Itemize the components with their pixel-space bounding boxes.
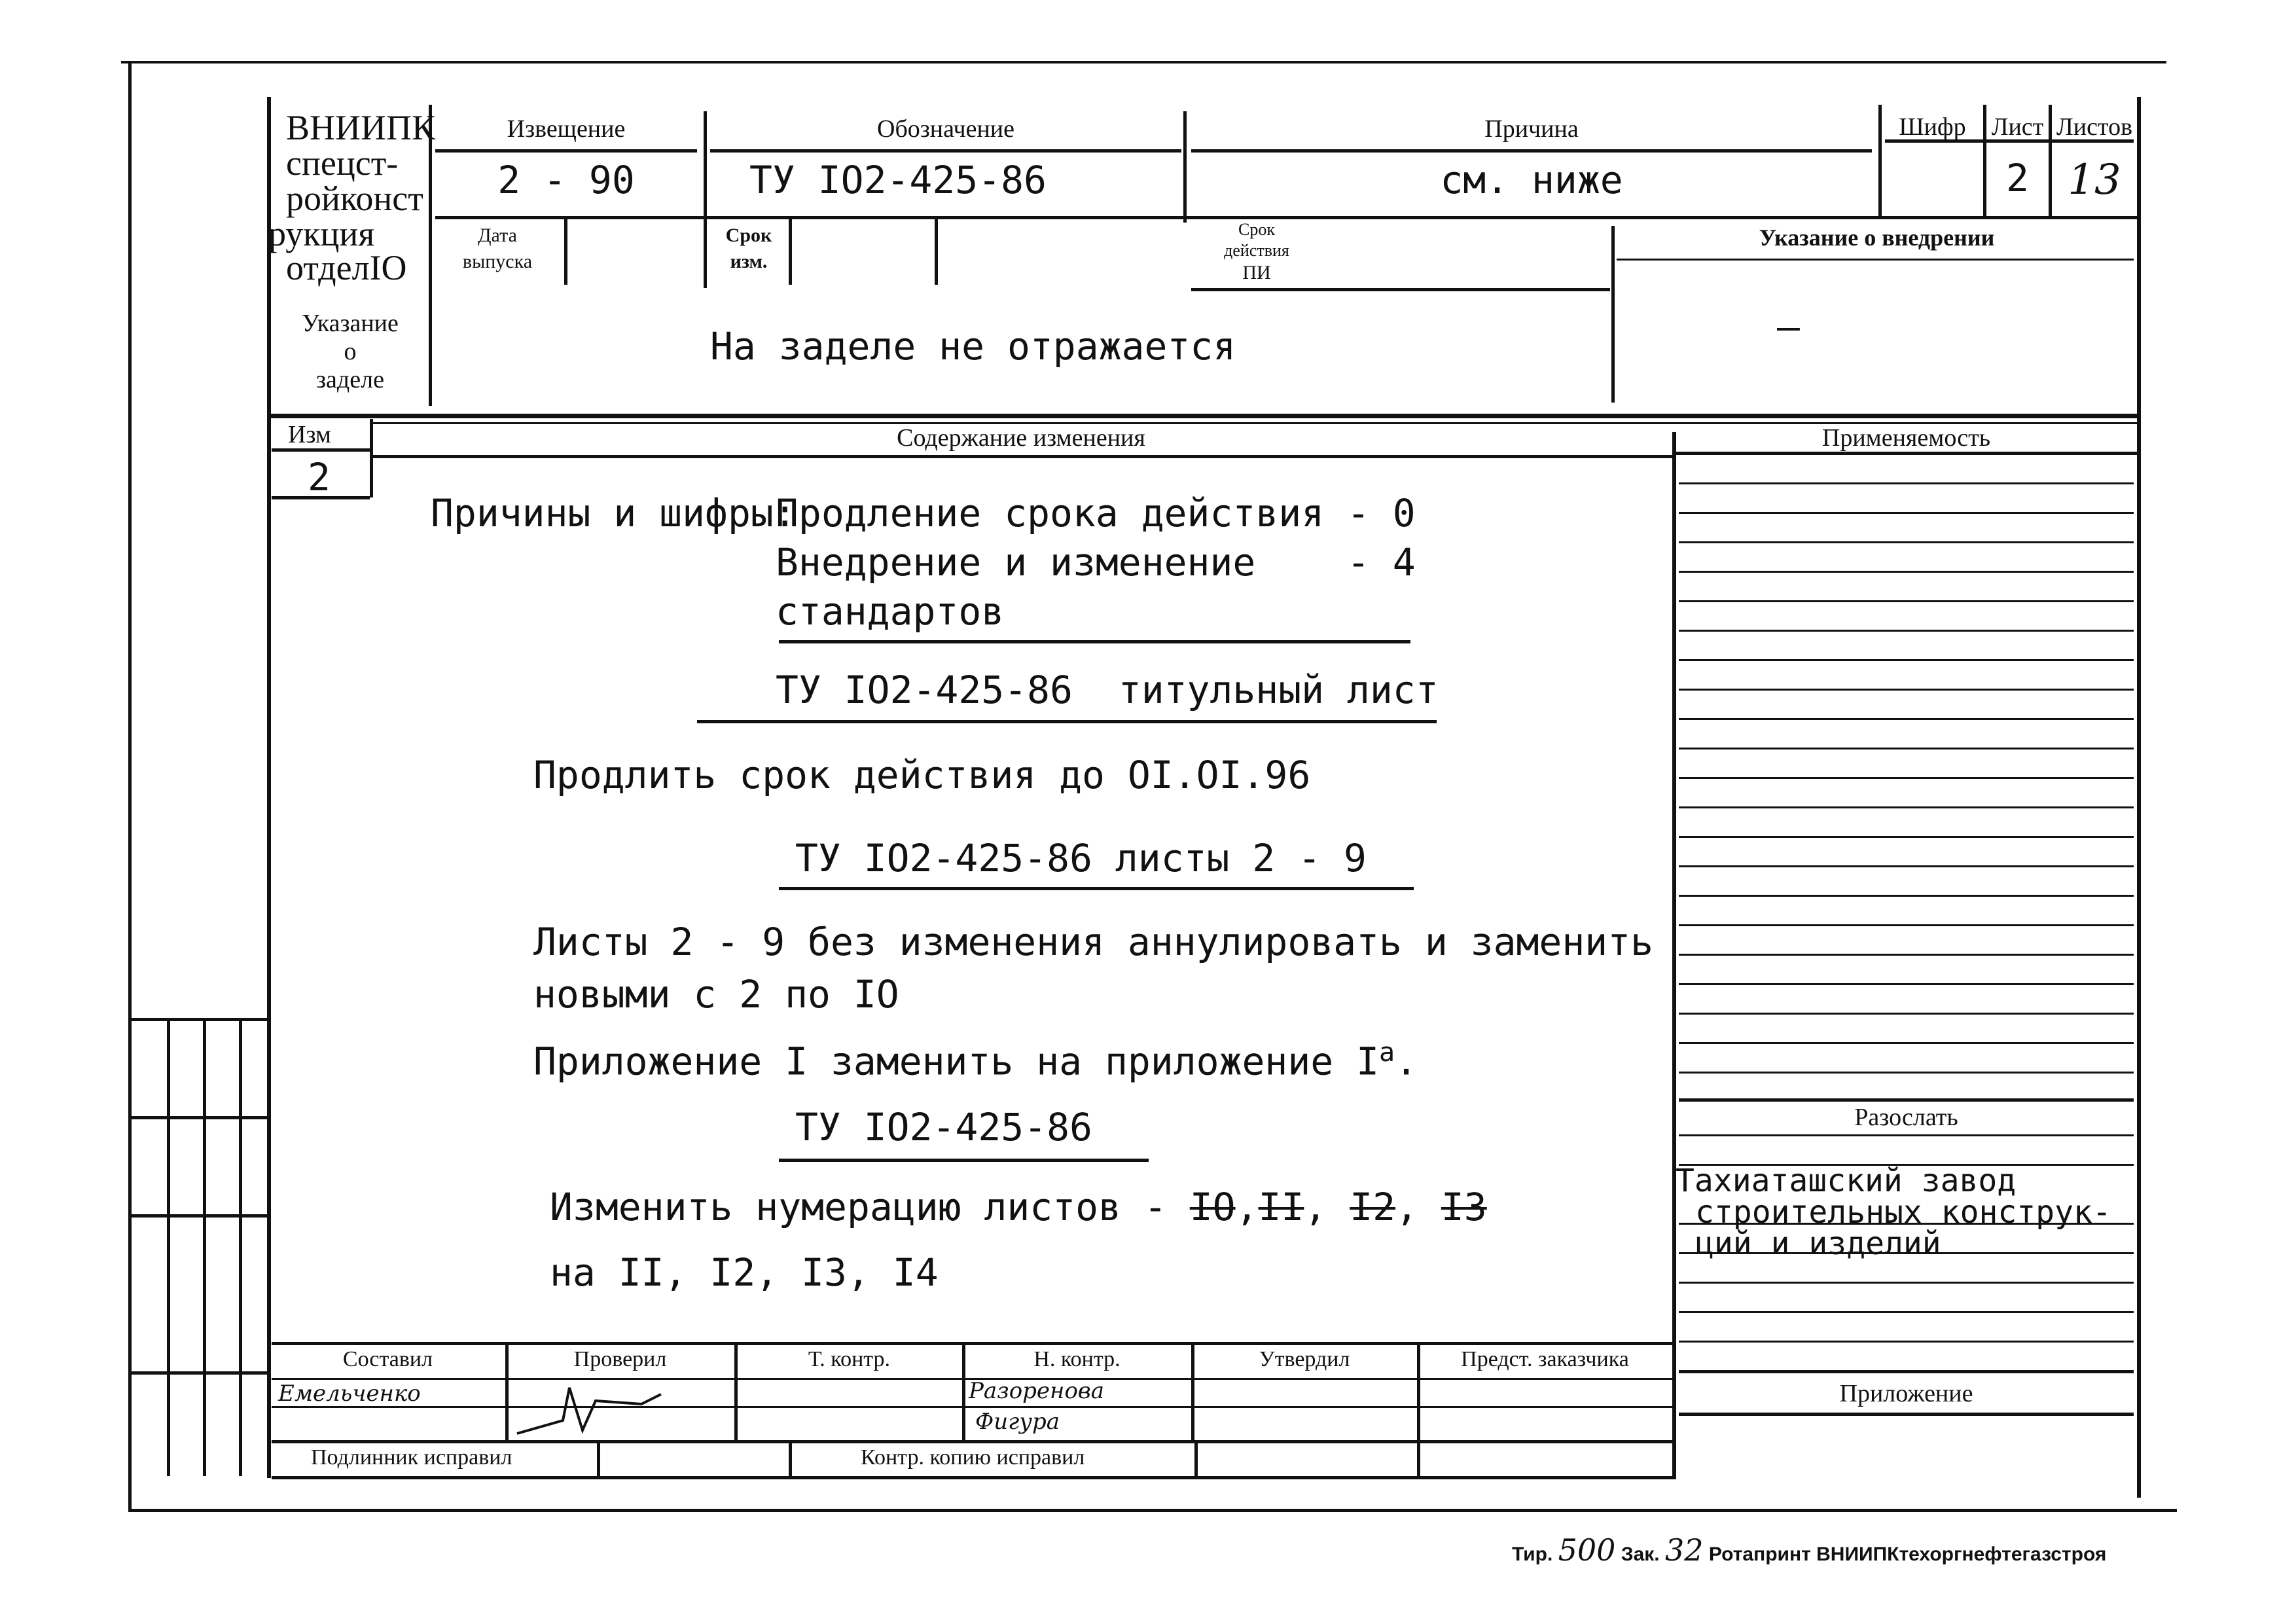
podlinnik-label: Подлинник исправил — [311, 1445, 512, 1470]
proveril-signature — [511, 1375, 681, 1440]
header-hline-2 — [710, 149, 1181, 153]
oboznachenie-label: Обозначение — [877, 115, 1014, 143]
proveril-label: Проверил — [573, 1347, 667, 1371]
recipient-line-3: ций и изделий — [1695, 1225, 1941, 1262]
srok-izm-label-2: изм. — [730, 251, 768, 272]
razoslat-line-1 — [1679, 1134, 2134, 1136]
old-sheet-11: II — [1258, 1185, 1304, 1229]
section-3-underline — [779, 1159, 1149, 1162]
old-sheet-12: I2 — [1350, 1185, 1396, 1229]
org-line-5: отделIO — [286, 248, 407, 287]
prichina-value: см. ниже — [1440, 158, 1623, 202]
predst-label: Предст. заказчика — [1461, 1347, 1629, 1371]
content-right-border — [1672, 432, 1676, 1479]
recipient-line-2: строительных конструк- — [1695, 1194, 2111, 1231]
reasons-prefix: Причины и шифры: — [431, 491, 797, 535]
section-2-superscript: а — [1379, 1038, 1395, 1068]
appl-line — [1679, 718, 2134, 720]
margin-vline — [203, 1018, 206, 1476]
header-vline-10 — [1611, 226, 1615, 403]
appl-line — [1679, 512, 2134, 514]
reason-2: Внедрение и изменение - 4 — [776, 540, 1416, 585]
org-line-4: рукция — [268, 214, 375, 253]
section-2-text-1: Листы 2 - 9 без изменения аннулировать и заменить — [533, 920, 1654, 964]
appl-line — [1679, 659, 2134, 661]
srok-pi-label-1: Срок — [1238, 220, 1275, 239]
header-vline-9 — [935, 219, 938, 285]
listov-label: Листов — [2056, 113, 2133, 141]
section-2-text-3 — [533, 1038, 1418, 1084]
appl-line — [1679, 482, 2134, 484]
footer-bottom-line — [272, 1476, 1672, 1479]
appl-line — [1679, 1042, 2134, 1044]
section-3-title: ТУ IO2-425-86 — [795, 1105, 1092, 1149]
oboznachenie-value: ТУ IO2-425-86 — [749, 158, 1047, 202]
ukazanie-zadele-value: На заделе не отражается — [710, 324, 1236, 369]
n-kontr-signature-2: Фигура — [975, 1409, 1060, 1435]
section-2-text-2: новыми с 2 по IO — [533, 972, 899, 1017]
ukazanie-zadele-label-3: заделе — [316, 366, 384, 393]
margin-hline — [128, 1018, 267, 1021]
srok-pi-label-2: действия — [1224, 241, 1289, 260]
razoslat-line-7 — [1679, 1341, 2134, 1343]
shifr-label: Шифр — [1899, 113, 1966, 141]
sig-vline-8 — [1194, 1440, 1198, 1476]
print-tir: 500 — [1558, 1532, 1616, 1568]
section-1-underline — [697, 720, 1437, 723]
org-line-2: спецст- — [286, 143, 399, 183]
ukazanie-vnedrenii-label: Указание о внедрении — [1759, 225, 1995, 251]
header-bottom-line — [267, 414, 2139, 418]
appl-line — [1679, 983, 2134, 985]
org-line-3: ройконст — [286, 179, 423, 218]
header-hline-3 — [1191, 149, 1872, 153]
appl-line — [1679, 777, 2134, 779]
razoslat-line-4 — [1679, 1252, 2134, 1254]
appl-line — [1679, 630, 2134, 632]
print-suffix: Ротапринт ВНИИПКтехоргнефтегазстроя — [1708, 1543, 2107, 1565]
srok-pi-label-3: ПИ — [1242, 262, 1271, 283]
content-header-line — [370, 455, 1672, 458]
srok-izm-label-1: Срок — [725, 225, 772, 246]
outer-top-border — [121, 61, 2166, 63]
sep-2: , — [1304, 1185, 1350, 1229]
section-1-title: ТУ IO2-425-86 титульный лист — [776, 668, 1439, 712]
ukazanie-zadele-label-1: Указание — [302, 310, 399, 337]
prilozhenie-top-line — [1679, 1370, 2134, 1373]
appl-line — [1679, 571, 2134, 573]
izveshchenie-label: Извещение — [507, 115, 626, 143]
outer-left-border — [128, 61, 132, 1511]
section-2-dot: . — [1395, 1039, 1418, 1084]
signature-mid-line-2 — [272, 1406, 1672, 1408]
n-kontr-label: Н. контр. — [1033, 1347, 1121, 1371]
sostavil-label: Составил — [342, 1347, 433, 1371]
razoslat-line-6 — [1679, 1311, 2134, 1313]
header-row2-line — [435, 216, 2137, 219]
sig-vline-6 — [597, 1440, 600, 1476]
print-info — [1512, 1532, 2107, 1568]
old-sheet-10: IO — [1189, 1185, 1236, 1229]
section-2-title: ТУ IO2-425-86 листы 2 - 9 — [795, 836, 1367, 880]
listov-value: 13 — [2068, 156, 2121, 204]
header-vline-3 — [1183, 111, 1187, 223]
razoslat-top-line — [1679, 1098, 2134, 1102]
primenyaemost-header-line — [1676, 452, 2137, 455]
margin-hline — [128, 1214, 267, 1218]
appl-line — [1679, 748, 2134, 749]
sep-3: , — [1395, 1185, 1441, 1229]
section-1-text: Продлить срок действия до OI.OI.96 — [533, 753, 1311, 797]
header-vline-8 — [789, 219, 792, 285]
print-prefix: Тир. — [1512, 1543, 1553, 1565]
header-hline-5 — [1191, 288, 1610, 291]
kontr-kopiyu-label: Контр. копию исправил — [861, 1445, 1085, 1470]
inner-left-border — [267, 97, 271, 1478]
header-vline-2 — [704, 111, 707, 288]
appl-line — [1679, 806, 2134, 808]
sostavil-signature: Емельченко — [278, 1380, 421, 1407]
appl-line — [1679, 1013, 2134, 1015]
reasons-underline — [779, 640, 1410, 643]
utverdil-label: Утвердил — [1259, 1347, 1350, 1371]
outer-bottom-border — [128, 1509, 2177, 1512]
n-kontr-signature-1: Разоренова — [969, 1378, 1104, 1404]
appl-line — [1679, 689, 2134, 691]
izm-hline — [272, 448, 370, 452]
section-3-prefix: Изменить нумерацию листов - — [550, 1185, 1190, 1229]
reason-3: стандартов — [776, 589, 1005, 634]
sep-1: , — [1235, 1185, 1259, 1229]
razoslat-line-5 — [1679, 1282, 2134, 1284]
header-hline-1 — [435, 149, 697, 153]
appl-line — [1679, 541, 2134, 543]
izm-label: Изм — [288, 421, 331, 448]
data-vypuska-label-1: Дата — [478, 225, 517, 246]
header-vline-7 — [564, 219, 567, 285]
signature-bottom-line — [272, 1440, 1672, 1443]
margin-vline — [167, 1018, 170, 1476]
appl-line — [1679, 865, 2134, 867]
org-line-1: ВНИИПК — [286, 108, 436, 147]
prichina-label: Причина — [1484, 115, 1579, 143]
razoslat-label: Разослать — [1854, 1104, 1958, 1131]
margin-hline — [128, 1371, 267, 1375]
print-zak: 32 — [1664, 1532, 1704, 1568]
izveshchenie-value: 2 - 90 — [497, 158, 635, 202]
prilozhenie-line — [1679, 1413, 2134, 1416]
margin-hline — [128, 1116, 267, 1119]
header-hline-6 — [1617, 259, 2134, 261]
recipient-line-1: Тахиаташский завод — [1676, 1163, 2017, 1199]
section-3-text-1 — [550, 1185, 1487, 1229]
section-2-underline — [779, 887, 1414, 890]
appl-line — [1679, 895, 2134, 897]
section-2-text-3-main: Приложение I заменить на приложение I — [533, 1039, 1380, 1084]
inner-right-border — [2137, 97, 2141, 1498]
ukazanie-vnedrenii-value: — — [1777, 304, 1800, 349]
list-value: 2 — [2006, 156, 2029, 200]
old-sheet-13: I3 — [1441, 1185, 1487, 1229]
appl-line — [1679, 600, 2134, 602]
data-vypuska-label-2: выпуска — [462, 251, 533, 272]
sig-vline-7 — [789, 1440, 792, 1476]
reason-1: Продление срока действия - 0 — [776, 491, 1416, 535]
razoslat-line-3 — [1679, 1223, 2134, 1225]
margin-vline — [239, 1018, 242, 1476]
section-3-text-2: на II, I2, I3, I4 — [550, 1250, 939, 1295]
print-zak-label: Зак. — [1621, 1543, 1660, 1565]
signature-top-line — [272, 1342, 1672, 1345]
list-label: Лист — [1991, 113, 2044, 141]
appl-line — [1679, 924, 2134, 926]
izm-value: 2 — [308, 455, 331, 499]
prilozhenie-label-text: Приложение — [1839, 1380, 1973, 1407]
appl-line — [1679, 954, 2134, 956]
primenyaemost-label: Применяемость — [1821, 424, 1991, 452]
appl-line — [1679, 1072, 2134, 1074]
soderzhanie-label: Содержание изменения — [897, 424, 1145, 452]
appl-line — [1679, 836, 2134, 838]
ukazanie-zadele-label-2: о — [344, 338, 357, 365]
header-vline-1 — [429, 105, 432, 406]
t-kontr-label: Т. контр. — [808, 1347, 891, 1371]
